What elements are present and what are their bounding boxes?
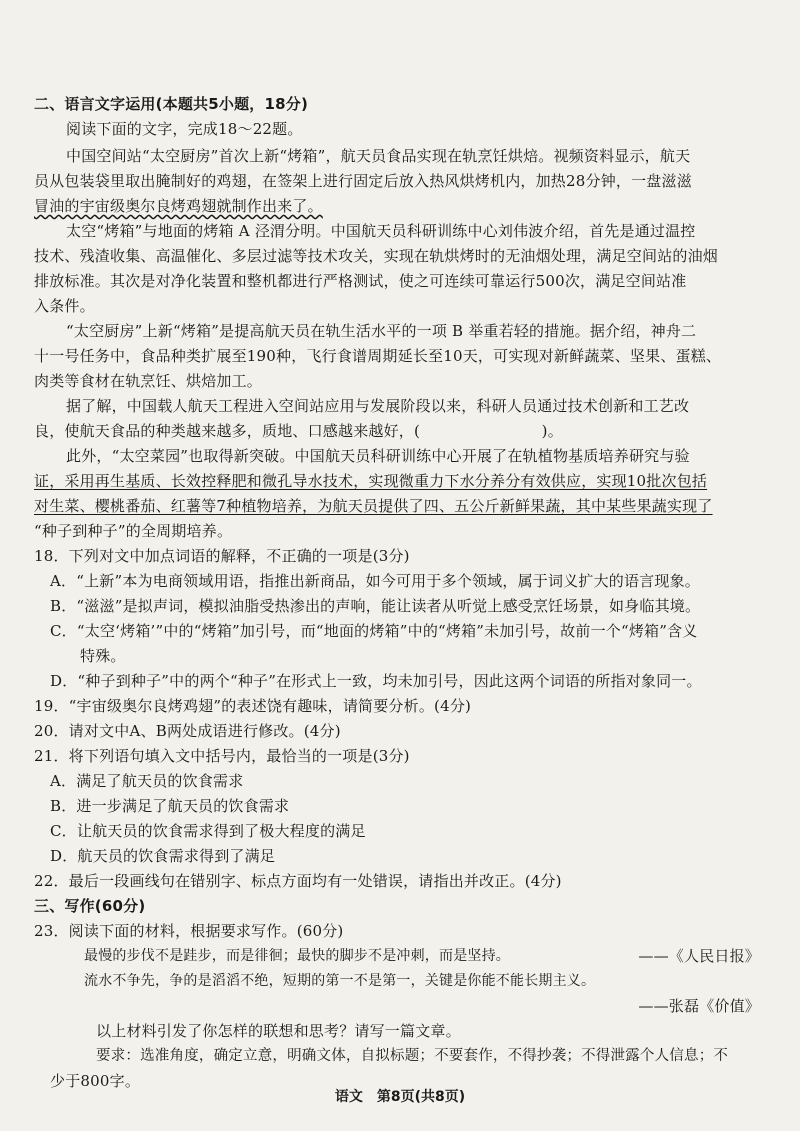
q22: 22．最后一段画线句在错别字、标点方面均有一处错误，请指出并改正。(4分) xyxy=(34,872,562,890)
q23-quote1: 最慢的步伐不是跬步，而是徘徊；最快的脚步不是冲刺，而是坚持。 xyxy=(84,948,510,964)
q21-option-d: D．航天员的饮食需求得到了满足 xyxy=(50,847,276,865)
q19: 19．“宇宙级奥尔良烤鸡翅”的表述饶有趣味，请简要分析。(4分) xyxy=(34,697,472,715)
passage-p2-line4: 入条件。 xyxy=(34,297,95,315)
q23-quote2: 流水不争先，争的是滔滔不绝，短期的第一不是第一，关键是你能不能长期主义。 xyxy=(84,973,596,989)
q23-source2: ——张磊《价值》 xyxy=(638,997,760,1015)
passage-p5-line2: 证，采用再生基质、长效控释肥和微孔导水技术，实现微重力下水分养分有效供应，实现10批次包括 xyxy=(34,472,708,490)
q18-stem: 18．下列对文中加点词语的解释，不正确的一项是(3分) xyxy=(34,547,410,565)
passage-p1-line3 xyxy=(34,196,323,216)
q18-option-a: A．“上新”本为电商领域用语，指推出新商品，如今可用于多个领域，属于词义扩大的语言现象。 xyxy=(50,572,700,590)
q23-prompt: 以上材料引发了你怎样的联想和思考？请写一篇文章。 xyxy=(96,1022,461,1040)
q18-option-d: D．“种子到种子”中的两个“种子”在形式上一致，均未加引号，因此这两个词语的所指对象同一。 xyxy=(50,672,702,690)
passage-p2-line1: 太空“烤箱”与地面的烤箱 A 泾渭分明。中国航天员科研训练中心刘伟波介绍，首先是通过温控 xyxy=(66,222,696,240)
q21-stem: 21．将下列语句填入文中括号内，最恰当的一项是(3分) xyxy=(34,747,410,765)
page-footer: 语文 第8页(共8页) xyxy=(334,1089,466,1105)
q18-option-c: C．“太空‘烤箱’”中的“烤箱”加引号，而“地面的烤箱”中的“烤箱”未加引号，故前一个“烤箱”含义 xyxy=(50,622,698,640)
q18-option-c-cont: 特殊。 xyxy=(80,647,126,665)
q23-stem: 23．阅读下面的材料，根据要求写作。(60分) xyxy=(34,922,344,940)
q20: 20．请对文中A、B两处成语进行修改。(4分) xyxy=(34,722,341,740)
q23-source1: ——《人民日报》 xyxy=(638,947,760,965)
passage-p3-line2: 十一号任务中，食品种类扩展至190种，飞行食谱周期延长至10天，可实现对新鲜蔬菜、坚果、蛋糕、 xyxy=(34,347,722,365)
section2-title: 二、语言文字运用(本题共5小题，18分) xyxy=(34,95,309,113)
q21-option-b: B．进一步满足了航天员的饮食需求 xyxy=(50,797,290,815)
q23-requirements-cont: 少于800字。 xyxy=(50,1072,141,1090)
section2-intro: 阅读下面的文字，完成18～22题。 xyxy=(66,120,303,138)
passage-p3-line1: “太空厨房”上新“烤箱”是提高航天员在轨生活水平的一项 B 举重若轻的措施。据介绍，神舟二 xyxy=(66,322,697,340)
passage-p4-line1: 据了解，中国载人航天工程进入空间站应用与发展阶段以来，科研人员通过技术创新和工艺改 xyxy=(66,397,690,415)
passage-p1-line1: 中国空间站“太空厨房”首次上新“烤箱”，航天员食品实现在轨烹饪烘焙。视频资料显示，航天 xyxy=(66,147,691,165)
passage-p5-line4: “种子到种子”的全周期培养。 xyxy=(34,522,233,540)
passage-p3-line3: 肉类等食材在轨烹饪、烘焙加工。 xyxy=(34,372,263,390)
passage-p4-line2: 良，使航天食品的种类越来越多，质地、口感越来越好，( )。 xyxy=(34,422,563,440)
passage-p2-line2: 技术、残渣收集、高温催化、多层过滤等技术攻关，实现在轨烘烤时的无油烟处理，满足空间站的油烟 xyxy=(34,247,719,265)
passage-p5-line1: 此外，“太空菜园”也取得新突破。中国航天员科研训练中心开展了在轨植物基质培养研究与验 xyxy=(66,447,690,465)
q21-option-c: C．让航天员的饮食需求得到了极大程度的满足 xyxy=(50,822,366,840)
passage-p5-line3: 对生菜、樱桃番茄、红薯等7种植物培养，为航天员提供了四、五公斤新鲜果蔬，其中某些果蔬实现了 xyxy=(34,497,713,515)
passage-p2-line3: 排放标准。其次是对净化装置和整机都进行严格测试，使之可连续可靠运行500次，满足空间站准 xyxy=(34,272,687,290)
q18-option-b: B．“滋滋”是拟声词，模拟油脂受热渗出的声响，能让读者从听觉上感受烹饪场景，如身临其境。 xyxy=(50,597,701,615)
q23-requirements: 要求：选准角度，确定立意，明确文体，自拟标题；不要套作，不得抄袭；不得泄露个人信息；不 xyxy=(96,1048,729,1064)
highlighted-phrase: 冒油的宇宙级奥尔良烤鸡翅就制作出来了。 xyxy=(34,197,323,215)
passage-p1-line2: 员从包装袋里取出腌制好的鸡翅，在签架上进行固定后放入热风烘烤机内，加热28分钟，一盘滋滋 xyxy=(34,172,692,190)
q21-option-a: A．满足了航天员的饮食需求 xyxy=(50,772,244,790)
section3-title: 三、写作(60分) xyxy=(34,897,146,915)
